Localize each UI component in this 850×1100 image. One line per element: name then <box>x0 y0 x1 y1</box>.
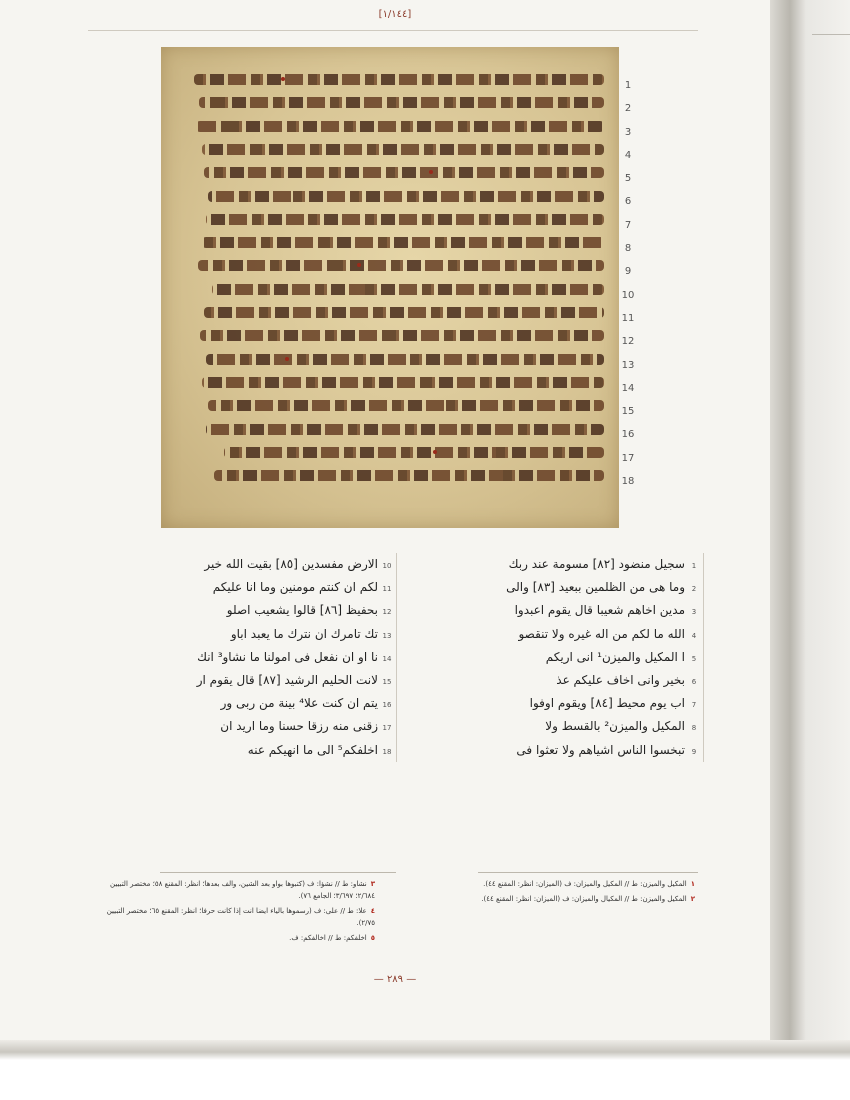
transcription-line-number: 11 <box>382 585 392 594</box>
transcription-text: سجيل منضود [٨٢] مسومة عند ربك <box>508 557 685 571</box>
transcription-line-number: 18 <box>382 747 392 756</box>
transcription-line-number: 10 <box>382 562 392 570</box>
manuscript-line-number: 16 <box>621 429 635 441</box>
transcription-line-number: 6 <box>691 677 697 686</box>
footnote-number: ١ <box>690 880 695 888</box>
footnote <box>105 932 375 944</box>
next-page-edge <box>812 34 850 35</box>
transcription-line-number: 5 <box>691 654 697 663</box>
footnote-text: المكيل والميزن: ط // المكيال والميزان: ف (الميزان: انظر: المقنع ٤٤). <box>481 895 687 903</box>
transcription-line <box>476 646 703 669</box>
transcription-text: تبخسوا الناس اشياهم ولا تعثوا فى <box>516 742 685 757</box>
transcription-line <box>160 739 396 762</box>
transcription-text: زقنى منه رزقا حسنا وما اريد ان <box>220 719 378 734</box>
transcription-line <box>476 669 703 692</box>
transcription-line <box>476 553 703 576</box>
transcription-line-number: 16 <box>382 701 392 710</box>
manuscript-script-line <box>208 191 604 202</box>
manuscript-line-number: 5 <box>624 173 632 185</box>
transcription-line-number: 15 <box>382 677 392 686</box>
manuscript-image <box>161 47 619 528</box>
footnotes-left <box>105 878 375 947</box>
transcription-line <box>476 576 703 599</box>
manuscript-line-number: 8 <box>624 243 632 255</box>
manuscript-line-number: 7 <box>624 219 632 231</box>
footnote <box>105 878 375 902</box>
transcription-text: وما هى من الظلمين ببعيد [٨٣] والى <box>506 580 685 595</box>
transcription-line-number: 12 <box>382 608 392 617</box>
transcription-line <box>160 646 396 669</box>
footnote-rule-left <box>160 872 396 873</box>
manuscript-script-line <box>199 97 604 108</box>
transcription-line <box>160 623 396 646</box>
transcription-line <box>160 692 396 715</box>
manuscript-line-number: 15 <box>621 406 635 418</box>
transcription-line <box>160 599 396 622</box>
transcription-line-number: 8 <box>691 724 697 733</box>
transcription-line <box>160 715 396 738</box>
manuscript-script-line <box>212 284 604 295</box>
transcription-line-number: 4 <box>691 631 697 640</box>
manuscript-line-number: 9 <box>624 266 632 278</box>
footnote-number: ٣ <box>370 880 375 888</box>
manuscript-script-line <box>214 470 604 481</box>
transcription-line-number: 9 <box>691 747 697 756</box>
manuscript-line-number: 1 <box>624 80 632 91</box>
book-gutter <box>770 0 850 1050</box>
manuscript-script-line <box>202 144 604 155</box>
transcription-text: لكم ان كنتم مومنين وما انا عليكم <box>212 580 378 595</box>
manuscript-line-number: 2 <box>624 103 632 115</box>
manuscript-line-number: 17 <box>621 452 635 464</box>
transcription-line <box>476 692 703 715</box>
transcription-text: المكيل والميزن² بالقسط ولا <box>545 719 685 734</box>
manuscript-line-number: 11 <box>621 312 635 324</box>
footnote <box>105 905 375 929</box>
footnote <box>410 878 695 890</box>
manuscript-line-number: 13 <box>621 359 635 371</box>
transcription-line <box>160 553 396 576</box>
manuscript-script-line <box>200 330 604 341</box>
transcription-text: بخير وانى اخاف عليكم عذ <box>556 672 685 687</box>
transcription-text: مدين اخاهم شعيبا قال يقوم اعبدوا <box>514 603 685 618</box>
transcription-text: ا المكيل والميزن¹ انى اريكم <box>545 649 685 664</box>
transcription-text: بحفيظ [٨٦] قالوا يشعيب اصلو <box>226 603 378 618</box>
footnote-number: ٤ <box>370 907 375 915</box>
manuscript-line-number: 3 <box>624 126 632 138</box>
footnote-number: ٢ <box>690 895 695 903</box>
transcription-line <box>476 599 703 622</box>
transcription-text: الارض مفسدين [٨٥] بقيت الله خير <box>204 557 378 571</box>
transcription-text: تك تامرك ان نترك ما يعبد اباو <box>230 626 378 641</box>
manuscript-line-number: 6 <box>624 196 632 208</box>
verse-marker <box>281 77 285 81</box>
transcription-text: يتم ان كنت علا⁴ بينة من ربى ور <box>220 696 378 711</box>
transcription-text: لانت الحليم الرشيد [٨٧] قال يقوم ار <box>196 672 378 687</box>
page-bottom-shadow <box>0 1040 850 1060</box>
footnote <box>410 893 695 905</box>
transcription-line-number: 1 <box>691 562 697 570</box>
manuscript-script-line <box>202 377 604 388</box>
manuscript-script-line <box>224 447 604 458</box>
manuscript-script-line <box>204 167 604 178</box>
verse-marker <box>285 357 289 361</box>
manuscript-line-number: 10 <box>621 289 635 301</box>
transcription-text: نا او ان نفعل فى امولنا ما نشاو³ انك <box>197 649 378 664</box>
manuscript-line-number: 18 <box>621 476 635 488</box>
footnote-text: نشاو: ط // نشؤا: ف (كتبوها بواو بعد الشين، والف بعدها؛ انظر: المقنع ٥٨؛ مختصر التبيين ٢/٦٨٤؛ ٣/٦٩٧؛ الجامع ٧٦). <box>110 880 375 900</box>
transcription-text: اب يوم محيط [٨٤] ويقوم اوفوا <box>529 696 685 711</box>
verse-marker <box>433 450 437 454</box>
transcription-line-number: 13 <box>382 631 392 640</box>
transcription-text: الله ما لكم من اله غيره ولا تنقصو <box>518 626 685 641</box>
manuscript-line-number: 12 <box>621 336 635 348</box>
footnote-rule-right <box>478 872 698 873</box>
transcription-line-number: 14 <box>382 654 392 663</box>
manuscript-script-line <box>208 400 604 411</box>
manuscript-script-line <box>202 237 604 248</box>
manuscript-line-number: 4 <box>624 149 632 161</box>
transcription-line-number: 3 <box>691 608 697 617</box>
transcription-line <box>160 576 396 599</box>
transcription-text: اخلفكم⁵ الى ما انهيكم عنه <box>247 742 378 757</box>
manuscript-script-line <box>206 424 604 435</box>
transcription-line-number: 2 <box>691 585 697 594</box>
transcription-line <box>476 739 703 762</box>
manuscript-script-line <box>206 214 604 225</box>
transcription-left-column <box>160 553 397 762</box>
transcription-line-number: 17 <box>382 724 392 733</box>
footnote-number: ٥ <box>370 934 375 942</box>
manuscript-script-line <box>204 307 604 318</box>
transcription-right-column <box>476 553 704 762</box>
transcription-line <box>476 715 703 738</box>
header-rule <box>88 30 698 31</box>
page-number: — ٢٨٩ — <box>373 974 417 985</box>
footnote-text: اخلفكم: ط // اخالفكم: ف. <box>289 934 367 942</box>
footnote-text: علا: ط // على: ف (رسموها بالياء ايضا انت إذا كانت حرفا؛ انظر: المقنع ٦٥؛ مختصر التبيين ٢/٧٥). <box>106 907 375 927</box>
manuscript-line-number: 14 <box>621 382 635 394</box>
manuscript-script-line <box>206 354 604 365</box>
manuscript-script-line <box>198 260 604 271</box>
transcription-line <box>160 669 396 692</box>
page-reference: [١/١٤٤] <box>378 9 412 20</box>
manuscript-script-line <box>194 74 604 85</box>
manuscript-script-line <box>196 121 604 132</box>
footnote-text: المكيل والميزن: ط // المكيل والميزان: ف (الميزان: انظر: المقنع ٤٤). <box>483 880 687 888</box>
transcription-line-number: 7 <box>691 701 697 710</box>
transcription-line <box>476 623 703 646</box>
footnotes-right <box>410 878 695 908</box>
manuscript-line-numbers <box>620 80 636 499</box>
